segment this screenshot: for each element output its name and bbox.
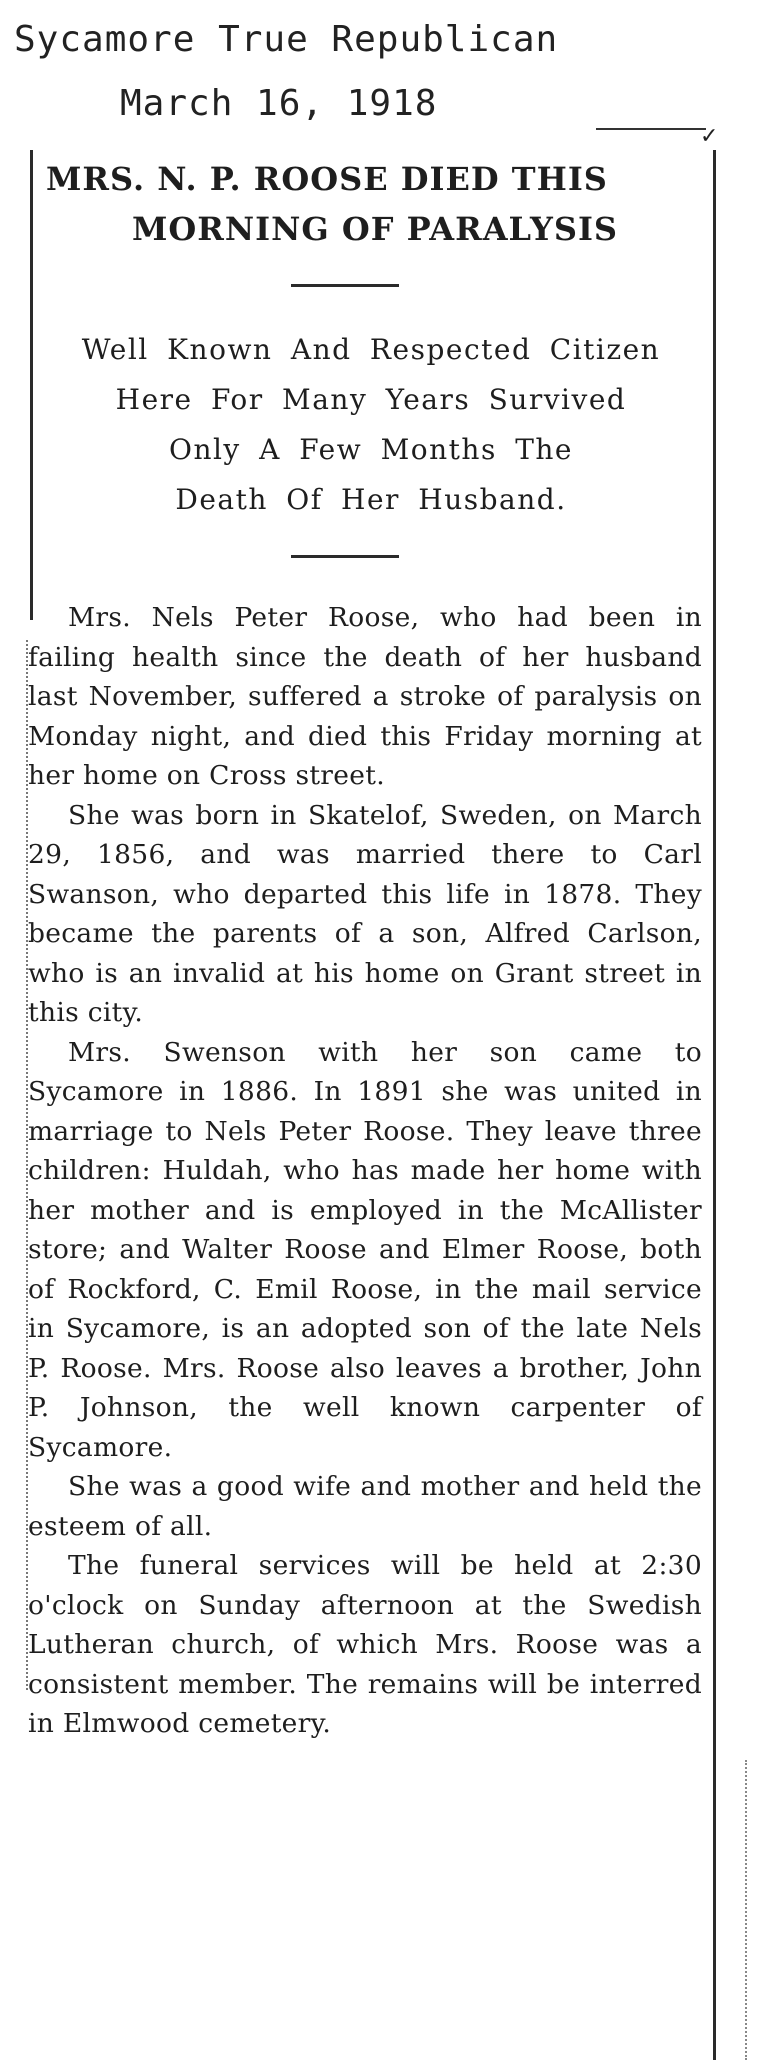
headline-line-2: MORNING OF PARALYSIS — [132, 210, 619, 248]
paragraph-death-notice: Mrs. Nels Peter Roose, who had been in failing health since the death of her husband last November, suffered a stroke of paralysis on Monday night, and died this Friday morning at her home on Cross street. — [28, 602, 702, 791]
subhead-line-4: Death Of Her Husband. — [175, 483, 567, 516]
headline-line-1: MRS. N. P. ROOSE DIED THIS — [46, 160, 608, 198]
subhead-line-2: Here For Many Years Survived — [115, 383, 627, 416]
paragraph-birth-first-marriage: She was born in Skatelof, Sweden, on March 29, 1856, and was married there to Carl Swanson, who departed this life in 1878. They became the parents of a son, Alfred Carlson, who is an invalid at his home on Grant street in this city. — [28, 799, 702, 1028]
article-body — [28, 598, 714, 1744]
source-publication: Sycamore True Republican — [14, 19, 559, 60]
subhead-line-1: Well Known And Respected Citizen — [81, 333, 661, 366]
source-date: March 16, 1918 — [120, 83, 438, 124]
check-mark-icon: ✓ — [700, 124, 719, 149]
subheadline — [28, 325, 714, 525]
date-underline — [596, 128, 706, 130]
headline-divider — [291, 284, 399, 287]
paragraph-family: Mrs. Swenson with her son came to Sycamore in 1886. In 1891 she was united in marriage to Nels Peter Roose. They leave three children: Huldah, who has made her home with her mother and is employed in the McAllister store; and Walter Roose and Elmer Roose, both of Rockford, C. Emil Roose, in the mail service in Sycamore, is an adopted son of the late Nels P. Roose. Mrs. Roose also leaves a brother, John P. Johnson, the well known carpenter of Sycamore. — [28, 1036, 702, 1463]
paragraph-funeral: The funeral services will be held at 2:30 o'clock on Sunday afternoon at the Swedish Lutheran church, of which Mrs. Roose was a consistent member. The remains will be interred in Elmwood cemetery. — [28, 1550, 702, 1739]
paragraph-tribute: She was a good wife and mother and held the esteem of all. — [28, 1471, 702, 1542]
subhead-line-3: Only A Few Months The — [168, 433, 573, 466]
column-rule-far-right — [745, 1760, 747, 2060]
obituary-article — [28, 140, 714, 1744]
headline — [28, 154, 714, 254]
subhead-divider — [291, 555, 399, 558]
